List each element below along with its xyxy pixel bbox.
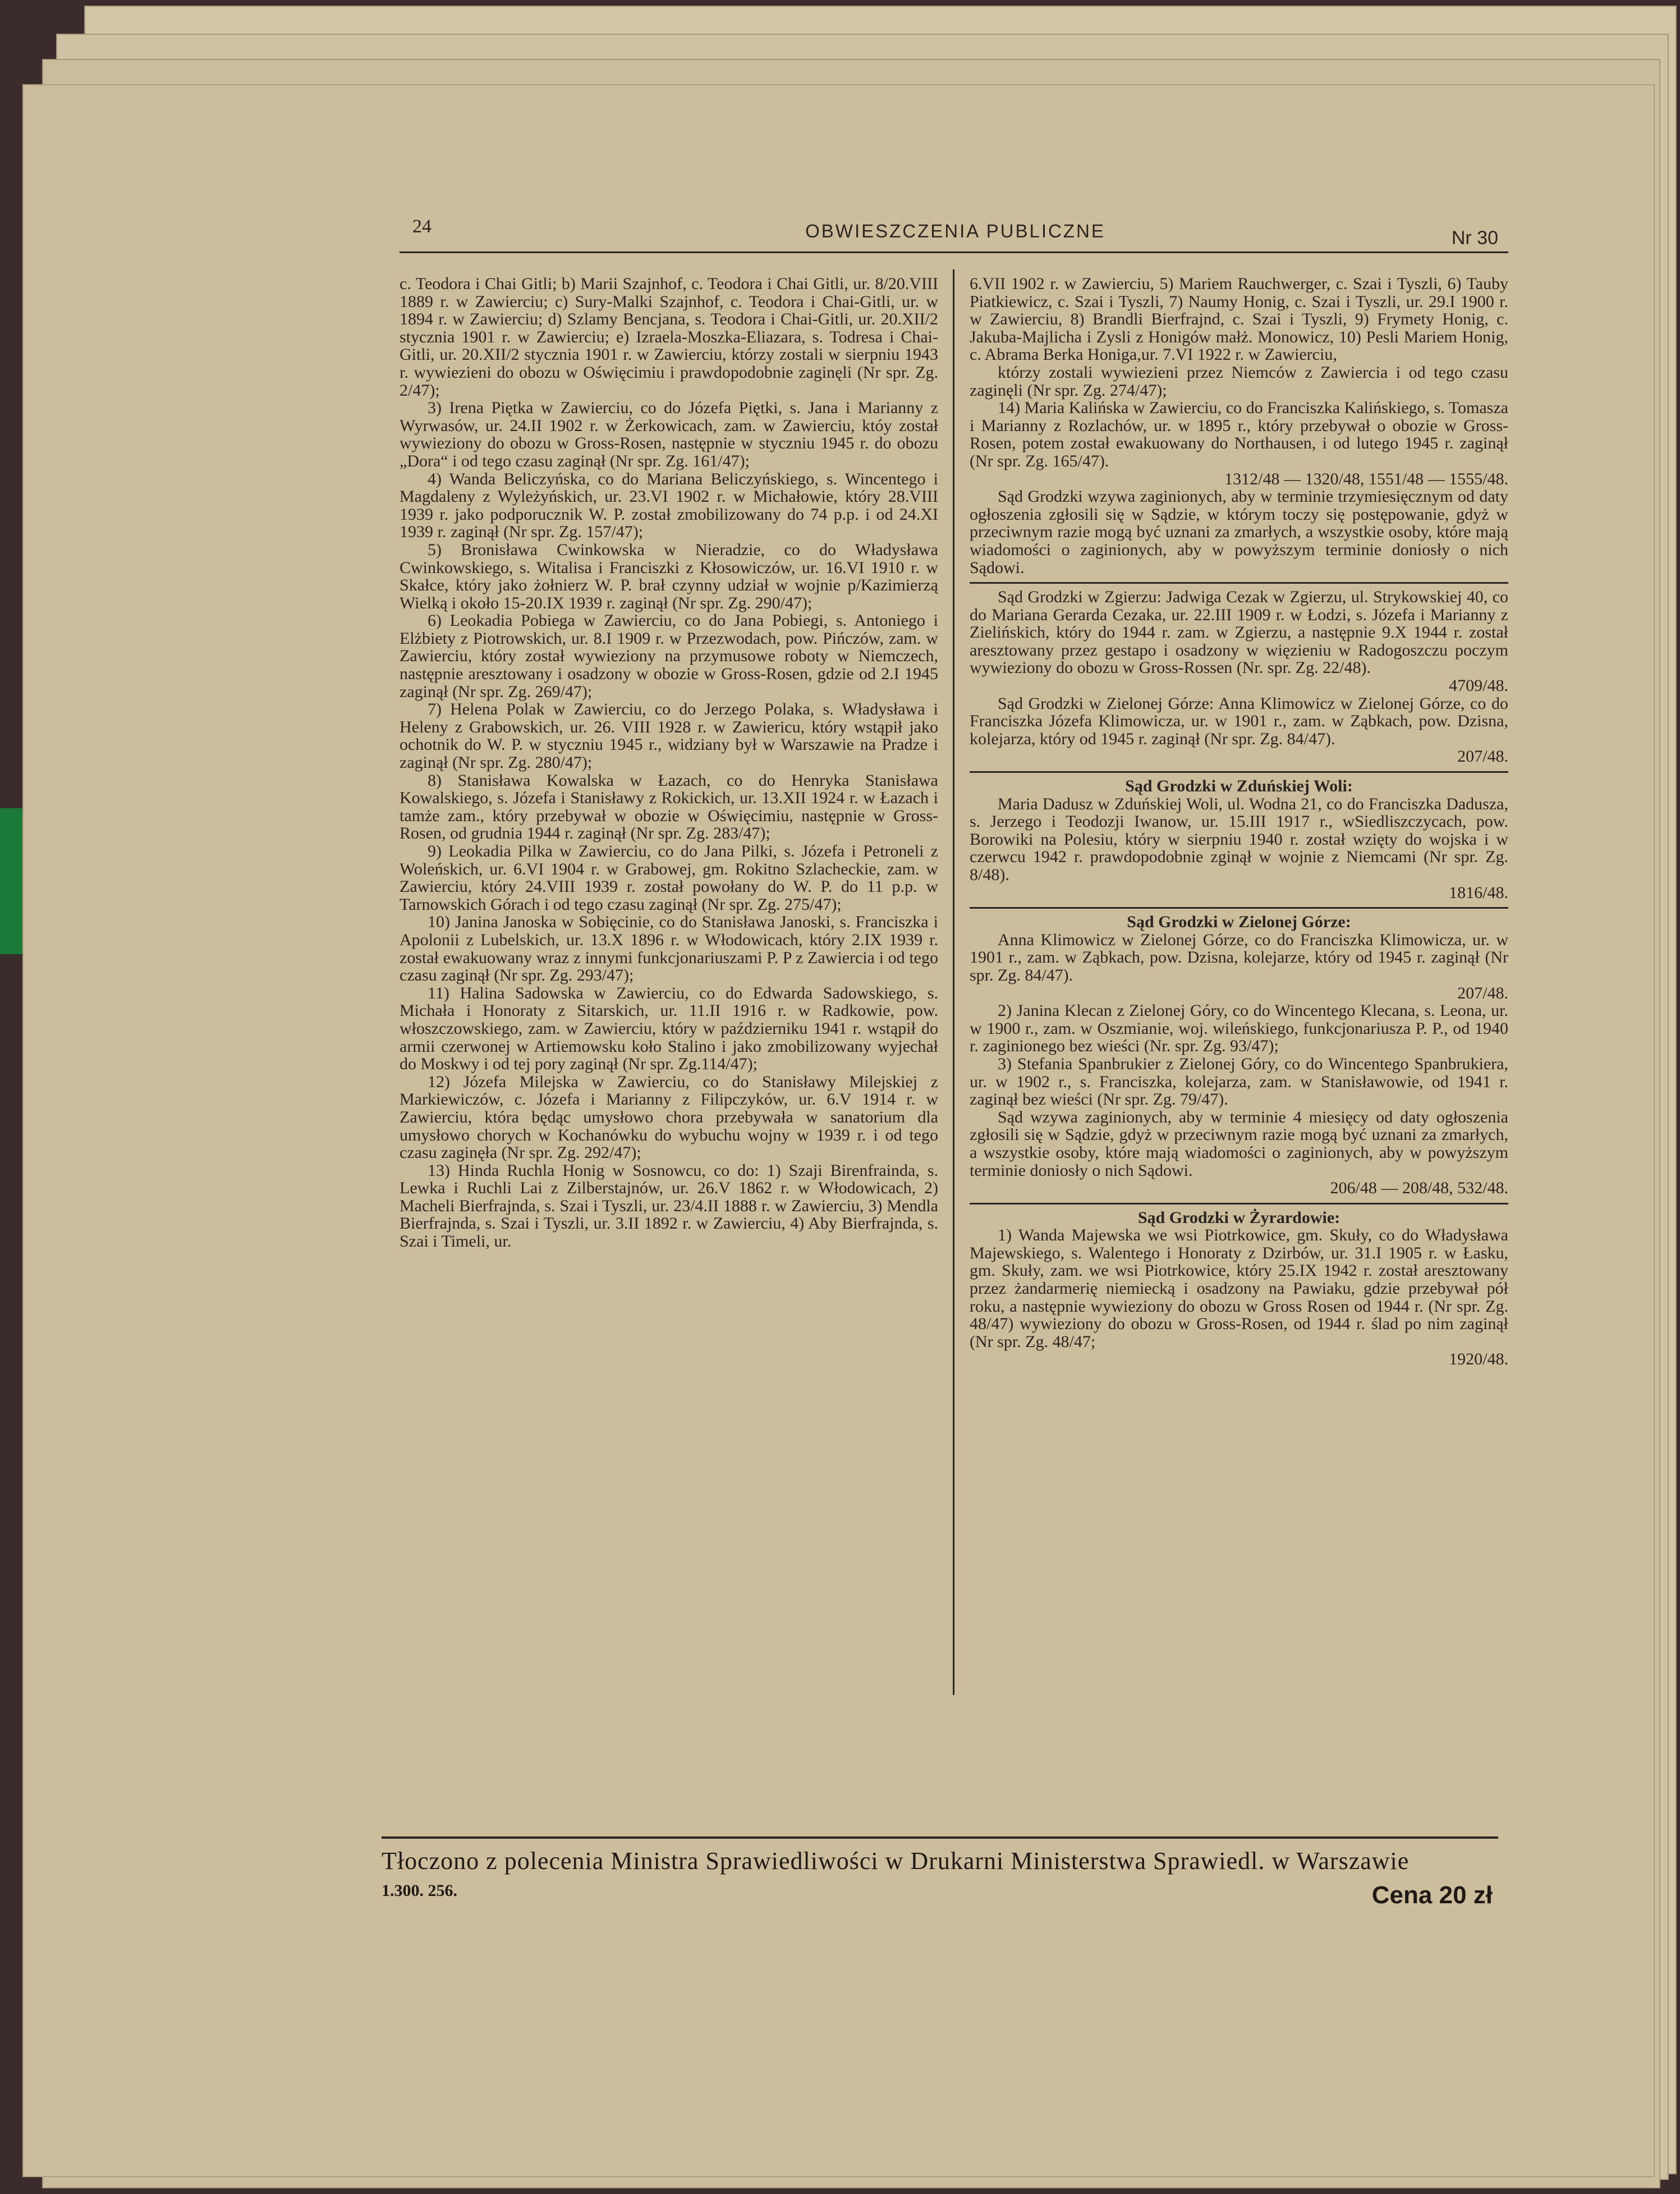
case-refs: 206/48 — 208/48, 532/48. [1330, 1179, 1508, 1198]
zdunska-notice: Maria Dadusz w Zduńskiej Woli, ul. Wodna 21, co do Franciszka Dadusza, s. Jerzego i Teodozji Iwanow, ur. 15.III 1917 r., wSiedliszczycach, pow. Borowiki na Polesiu, który w sierpniu 1940 r. został wzięty do wojska i w czerwcu 1942 r. prawdopodobnie zginął w wojnie z Niemcami (Nr spr. Zg. 8/48). [970, 794, 1508, 884]
court-heading: Sąd Grodzki w Żyrardowie: [1137, 1208, 1341, 1227]
imprint-footer [382, 1847, 1493, 1909]
page-number: 24 [412, 216, 432, 237]
left-paragraph: 9) Leokadia Pilka w Zawierciu, co do Jana Pilki, s. Józefa i Petroneli z Woleńskich, ur. 6.VI 1904 r. w Grabowej, gm. Rokitno Szlacheckie, zam. w Zawierciu, który 24.VIII 1939 r. został powołany do W. P. do 11 p.p. w Tarnowskich Górach i od tego czasu zaginął (Nr spr. Zg. 275/47); [400, 842, 938, 914]
right-paragraph: 6.VII 1902 r. w Zawierciu, 5) Mariem Rauchwerger, c. Szai i Tyszli, 6) Tauby Piatkiewicz, c. Szai i Tyszli, 7) Naumy Honig, c. Szai i Tyszli, ur. 29.I 1900 r. w Zawierciu, 8) Brandli Bierfrajnd, c. Szai i Tyszli, 9) Frymety Honig, c. Jakuba-Majlicha i Zysli z Honigów małż. Monowicz, 10) Pesli Mariem Honig, c. Abrama Berka Honiga,ur. 7.VI 1922 r. w Zawierciu, [970, 274, 1508, 364]
case-ref: 207/48. [1457, 747, 1508, 766]
footer-rule [382, 1836, 1498, 1839]
right-paragraph: którzy zostali wywiezieni przez Niemców z Zawiercia i od tego czasu zaginęli (Nr spr. Zg. 274/47); [970, 363, 1508, 400]
left-paragraph: 5) Bronisława Cwinkowska w Nieradzie, co do Władysława Cwinkowskiego, s. Witalisa i Franciszki z Kłosowiczów, ur. 16.VI 1910 r. w Skałce, który jako żołnierz W. P. brał czynny udział w wojnie p/Kazimierzą Wielką i około 15-20.IX 1939 r. zaginął (Nr spr. Zg. 290/47); [400, 540, 938, 612]
right-paragraph: 14) Maria Kalińska w Zawierciu, co do Franciszka Kalińskiego, s. Tomasza i Marianny z Rozlachów, ur. w 1895 r., który przebywał o obozie w Gross-Rosen, potem został ewakuowany do Northausen, i od lutego 1945 r. zaginął (Nr spr. Zg. 165/47). [970, 399, 1508, 470]
right-column [970, 275, 1508, 1368]
zgierz-notice: Sąd Grodzki w Zgierzu: Jadwiga Cezak w Zgierzu, ul. Strykowskiej 40, co do Mariana Gerarda Cezaka, ur. 22.III 1909 r. w Łodzi, s. Józefa i Marianny z Zielińskich, który do 1944 r. zam. w Zgierzu, a następnie 9.X 1944 r. został aresztowany przez gestapo i osadzony w więzieniu w Radogoszczu poczym wywieziony do obozu w Gross-Rossen (Nr. spr. Zg. 22/48). [970, 588, 1508, 677]
left-paragraph: 13) Hinda Ruchla Honig w Sosnowcu, co do: 1) Szaji Birenfrainda, s. Lewka i Ruchli Lai z Zilberstajnów, ur. 26.V 1862 r. w Włodowicach, 2) Macheli Bierfrajnda, s. Szai i Tyszli, ur. 23/4.II 1888 r. w Zawierciu, 3) Mendla Bierfrajnda, s. Szai i Tyszli, ur. 3.II 1892 r. w Zawierciu, 4) Aby Bierfrajnda, s. Szai i Timeli, ur. [400, 1161, 938, 1251]
case-ref: 1920/48. [1449, 1350, 1508, 1369]
left-paragraph: 3) Irena Piętka w Zawierciu, co do Józefa Piętki, s. Jana i Marianny z Wyrwasów, ur. 24.II 1902 r. w Żerkowicach, zam. w Zawierciu, któy został wywieziony do obozu w Gross-Rosen, następnie w styczniu 1945 r. do obozu „Dora“ i od tego czasu zaginął (Nr spr. Zg. 161/47); [400, 399, 938, 470]
zielona-gora-notice: Sąd Grodzki w Zielonej Górze: Anna Klimowicz w Zielonej Górze, co do Franciszka Józefa Klimowicza, ur. w 1901 r., zam. w Ząbkach, pow. Dzisna, kolejarza, który od 1945 r. zaginął (Nr spr. Zg. 84/47). [970, 694, 1508, 748]
price-label: Cena 20 zł [1371, 1881, 1493, 1909]
case-ref: 1816/48. [1449, 883, 1508, 902]
section-rule [970, 582, 1508, 584]
left-paragraph: c. Teodora i Chai Gitli; b) Marii Szajnhof, c. Teodora i Chai Gitli, ur. 8/20.VIII 1889 r. w Zawierciu; c) Sury-Malki Szajnhof, c. Teodora i Chai-Gitli, ur. w 1894 r. w Zawierciu; d) Szlamy Bencjana, s. Teodora i Chai-Gitli, ur. 20.XII/2 stycznia 1901 r. w Zawierciu; e) Izraela-Moszka-Eliazara, s. Todresa i Chai-Gitli, ur. 20.XII/2 stycznia 1901 r. w Zawierciu, którzy zostali w sierpniu 1943 r. wywiezieni do obozu w Oświęcimiu i prawdopodobnie zaginęli (Nr spr. Zg. 2/47); [400, 274, 938, 400]
print-code: 1.300. 256. [382, 1881, 457, 1900]
court-heading: Sąd Grodzki w Zduńskiej Woli: [1125, 777, 1353, 796]
issue-number: Nr 30 [1451, 227, 1498, 249]
left-paragraph: 6) Leokadia Pobiega w Zawierciu, co do Jana Pobiegi, s. Antoniego i Elżbiety z Piotrowskich, ur. 8.I 1909 r. w Przezwodach, pow. Pińczów, zam. w Zawierciu, który został wywieziony na przymusowe roboty w Niemczech, następnie aresztowany i osadzony w obozie w Gross-Rosen, gdzie od 2.I 1945 zaginął (Nr spr. Zg. 269/47); [400, 611, 938, 701]
section-rule [970, 907, 1508, 909]
case-refs: 1312/48 — 1320/48, 1551/48 — 1555/48. [1224, 469, 1508, 488]
case-ref: 207/48. [1457, 983, 1508, 1002]
green-tab [0, 808, 22, 954]
case-ref: 4709/48. [1449, 676, 1508, 695]
zielona-gora-item: 3) Stefania Spanbrukier z Zielonej Góry, co do Wincentego Spanbrukiera, ur. w 1902 r., s. Franciszka, kolejarza, zam. w Stanisławowie, od 1941 r. zaginął bez wieści (Nr spr. Zg. 79/47). [970, 1054, 1508, 1109]
left-paragraph: 12) Józefa Milejska w Zawierciu, co do Stanisławy Milejskiej z Markiewiczów, c. Józefa i Marianny z Filipczyków, ur. 6.V 1914 r. w Zawierciu, która będąc umysłowo chora przebywała w sanatorium dla umysłowo chorych w Kochanówku do wybuchu wojny w 1939 r. i od tego czasu zaginęła (Nr spr. Zg. 292/47); [400, 1072, 938, 1162]
left-paragraph: 11) Halina Sadowska w Zawierciu, co do Edwarda Sadowskiego, s. Michała i Honoraty z Sitarskich, ur. 11.II 1916 r. w Radkowie, pow. włoszczowskiego, zam. w Zawierciu, który w październiku 1941 r. wstąpił do armii czerwonej w Artiemowsku koło Stalino i jako zmobilizowany wyjechał do Moskwy i od tej pory zaginął (Nr spr. Zg.114/47); [400, 983, 938, 1074]
section-rule [970, 771, 1508, 773]
printer-imprint: Tłoczono z polecenia Ministra Sprawiedliwości w Drukarni Ministerstwa Sprawiedl. w Warszawie [382, 1847, 1410, 1875]
page-header [412, 216, 1498, 250]
zyrardow-notice: 1) Wanda Majewska we wsi Piotrkowice, gm. Skuły, co do Władysława Majewskiego, s. Walentego i Honoraty z Dzirbów, ur. 31.I 1905 r. w Łasku, gm. Skuły, zam. we wsi Piotrkowice, który 25.IX 1942 r. został aresztowany przez żandarmerię niemiecką i osadzony na Pawiaku, gdzie przebywał pół roku, a następnie wywieziony do obozu w Gross Rosen od 1944 r. (Nr spr. Zg. 48/47) wywieziony do obozu w Gross-Rosen, od 1944 r. ślad po nim zaginął (Nr spr. Zg. 48/47; [970, 1226, 1508, 1351]
left-column [400, 275, 938, 1251]
court-notice: Sąd wzywa zaginionych, aby w terminie 4 miesięcy od daty ogłoszenia zgłosili się w Sądzie, gdyż w przeciwnym razie mogą być uznani za zmarłych, a wszystkie osoby, które mają wiadomości o zaginionych, aby w powyższym terminie doniosły o nich Sądowi. [970, 1107, 1508, 1180]
court-notice: Sąd Grodzki wzywa zaginionych, aby w terminie trzymiesięcznym od daty ogłoszenia zgłosili się w Sądzie, w którym toczy się postępowanie, gdyż w przeciwnym razie mogą być uznani za zmarłych, a wszystkie osoby, które mają wiadomości o zaginionych, aby w powyższym terminie doniosły o nich Sądowi. [970, 487, 1508, 577]
header-rule [400, 251, 1508, 253]
zielona-gora-item: 2) Janina Klecan z Zielonej Góry, co do Wincentego Klecana, s. Leona, ur. w 1900 r., zam. w Oszmianie, woj. wileńskiego, funkcjonariusza P. P., od 1940 r. zaginionego bez wieści (Nr. spr. Zg. 93/47); [970, 1001, 1508, 1056]
section-rule [970, 1203, 1508, 1204]
left-paragraph: 4) Wanda Beliczyńska, co do Mariana Beliczyńskiego, s. Wincentego i Magdaleny z Wyleżyńskich, ur. 23.VI 1902 r. w Michałowie, który 28.VIII 1939 r. jako podporucznik W. P. został zmobilizowany do 74 p.p. i od 24.XI 1939 r. zaginął (Nr spr. Zg. 157/47); [400, 469, 938, 542]
left-paragraph: 8) Stanisława Kowalska w Łazach, co do Henryka Stanisława Kowalskiego, s. Józefa i Stanisławy z Rokickich, ur. 13.XII 1924 r. w Łazach i tamże zam., który przebywał w obozie w Oświęcimiu, następnie w Gross-Rosen, od grudnia 1944 r. zaginął (Nr spr. Zg. 283/47); [400, 771, 938, 843]
left-paragraph: 10) Janina Janoska w Sobięcinie, co do Stanisława Janoski, s. Franciszka i Apolonii z Lubelskich, ur. 13.X 1896 r. w Włodowicach, który 2.IX 1939 r. został ewakuowany wraz z innymi funkcjonariuszami P. P z Zawiercia i od tego czasu zaginął (Nr spr. Zg. 293/47); [400, 913, 938, 985]
zielona-gora-item: Anna Klimowicz w Zielonej Górze, co do Franciszka Klimowicza, ur. w 1901 r., zam. w Ząbkach, pow. Dzisna, kolejarze, który od 1945 r. zaginął (Nr spr. Zg. 84/47). [970, 930, 1508, 984]
column-divider [953, 269, 954, 1695]
publication-title: OBWIESZCZENIA PUBLICZNE [805, 221, 1105, 241]
left-paragraph: 7) Helena Polak w Zawierciu, co do Jerzego Polaka, s. Władysława i Heleny z Grabowskich, ur. 26. VIII 1928 r. w Zawiericu, który wstąpił jako ochotnik do W. P. w styczniu 1945 r., widziany był w Warszawie na Pradze i zaginął (Nr spr. Zg. 280/47); [400, 700, 938, 772]
court-heading: Sąd Grodzki w Zielonej Górze: [1127, 913, 1351, 932]
